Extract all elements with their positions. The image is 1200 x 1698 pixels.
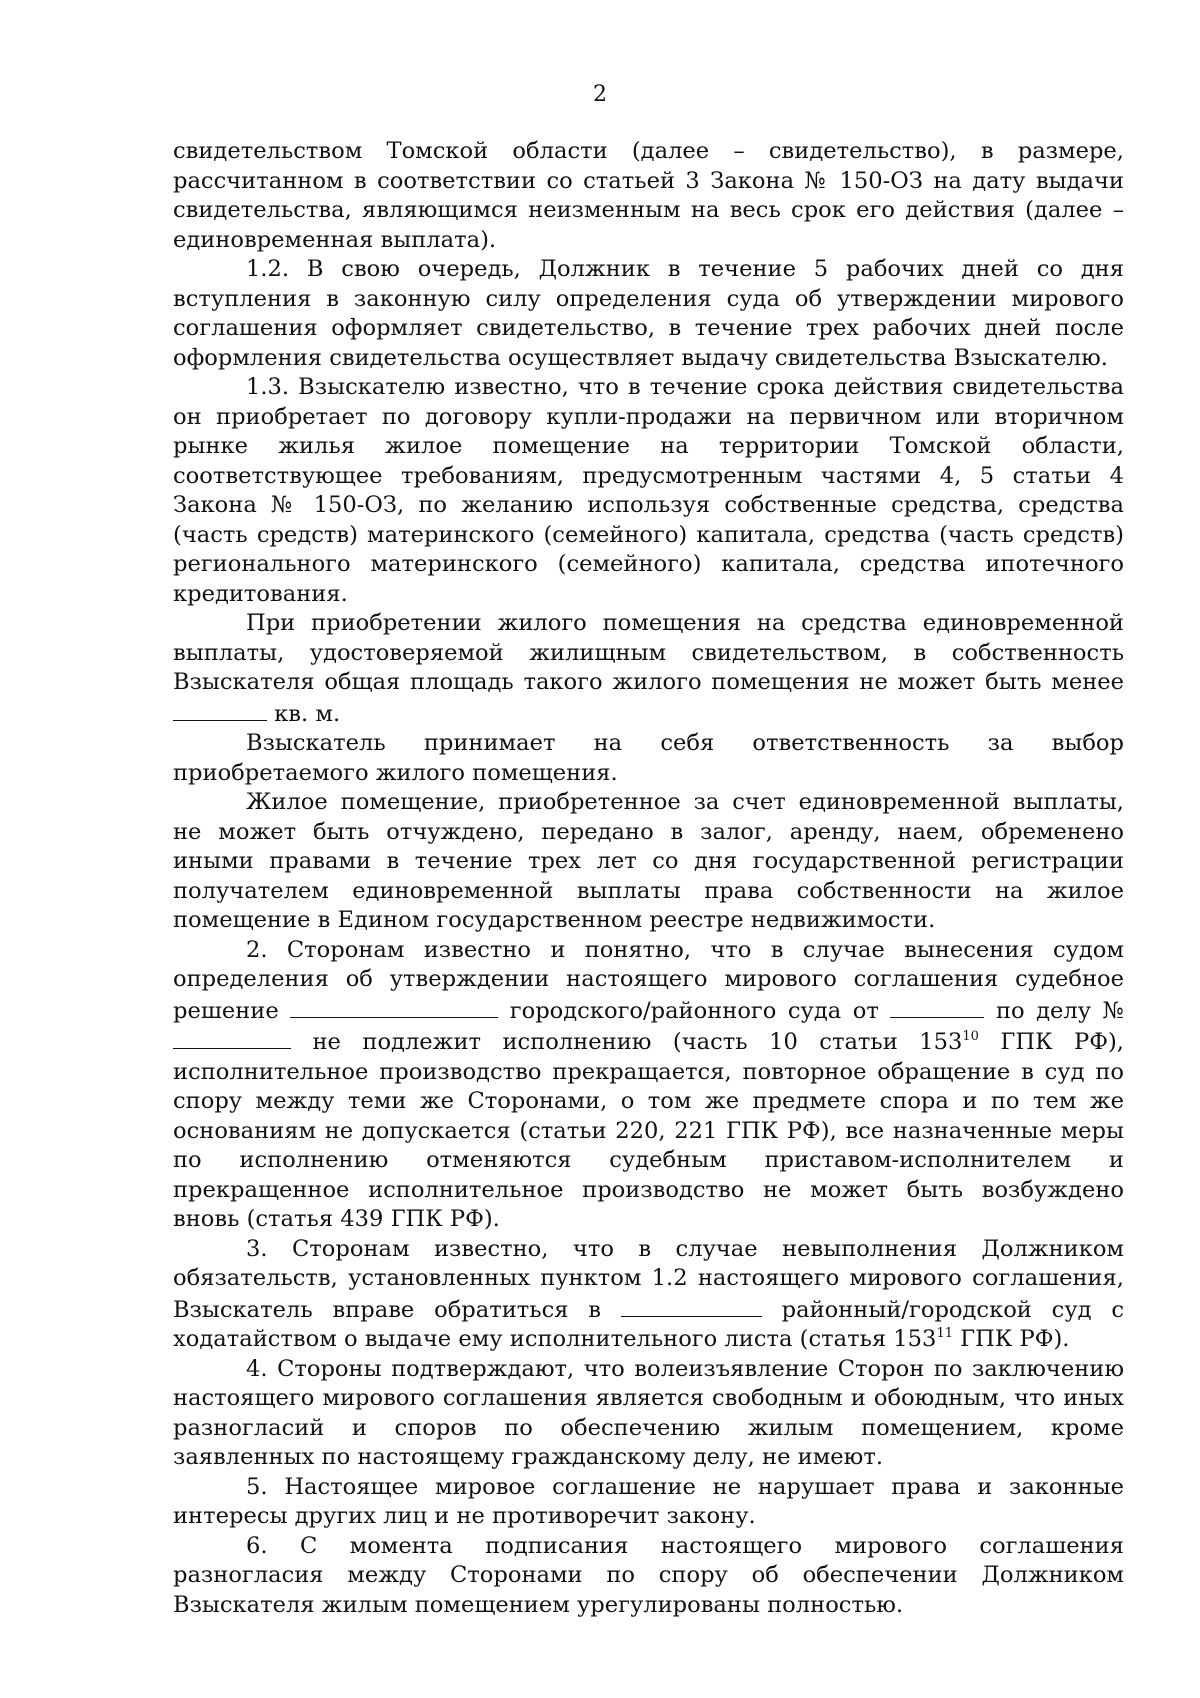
paragraph-2-text-e: ГПК РФ), исполнительное производство прекращается, повторное обращение в суд по спору между теми же Сторонами, о том же предмете спора и по тем же основаниям не допускается (статьи 220, 221 ГПК РФ), все назначенные меры по исполнению отменяются судебным приставом-исполнителем и прекращенное исполнительное производство не может быть возбуждено вновь (статья 439 ГПК РФ). — [173, 1029, 1124, 1232]
blank-decision-date — [890, 995, 984, 1018]
paragraph-2-superscript: 10 — [962, 1029, 979, 1044]
paragraph-2-text-d: не подлежит исполнению (часть 10 статьи 153 — [291, 1029, 963, 1055]
document-body — [173, 137, 1124, 1620]
paragraph-3 — [173, 1235, 1124, 1355]
paragraph-min-area-unit: кв. м. — [267, 700, 341, 727]
blank-district-court — [621, 1294, 762, 1317]
paragraph-4: 4. Стороны подтверждают, что волеизъявление Сторон по заключению настоящего мирового соглашения является свободным и обоюдным, что иных разногласий и споров по обеспечению жилым помещением, кроме заявленных по настоящему гражданскому делу, не имеют. — [173, 1355, 1124, 1470]
paragraph-3-text-a: 3. Сторонам известно, что в случае невыполнения Должником обязательств, установленных пунктом 1.2 настоящего мирового соглашения, Взыскатель вправе обратиться в — [173, 1235, 1124, 1323]
paragraph-min-area — [173, 609, 1124, 729]
blank-area-field — [173, 698, 267, 721]
paragraph-3-superscript: 11 — [936, 1326, 953, 1341]
paragraph-1-2: 1.2. В свою очередь, Должник в течение 5 рабочих дней со дня вступления в законную силу определения суда об утверждении мирового соглашения оформляет свидетельство, в течение трех рабочих дней после оформления свидетельства осуществляет выдачу свидетельства Взыскателю. — [173, 256, 1124, 371]
paragraph-responsibility: Взыскатель принимает на себя ответственность за выбор приобретаемого жилого помещения. — [173, 730, 1124, 786]
paragraph-5: 5. Настоящее мировое соглашение не нарушает права и законные интересы других лиц и не противоречит закону. — [173, 1473, 1124, 1529]
paragraph-alienation: Жилое помещение, приобретенное за счет единовременной выплаты, не может быть отчуждено, передано в залог, аренду, наем, обременено иными правами в течение трех лет со дня государственной регистрации получателем единовременной выплаты права собственности на жилое помещение в Едином государственном реестре недвижимости. — [173, 789, 1124, 933]
paragraph-1-3: 1.3. Взыскателю известно, что в течение срока действия свидетельства он приобретает по договору купли-продажи на первичном или вторичном рынке жилья жилое помещение на территории Томской области, соответствующее требованиям, предусмотренным частями 4, 5 статьи 4 Закона № 150-ОЗ, по желанию используя собственные средства, средства (часть средств) материнского (семейного) капитала, средства (часть средств) регионального материнского (семейного) капитала, средства ипотечного кредитования. — [173, 374, 1124, 607]
paragraph-2-text-b: городского/районного суда от — [498, 997, 891, 1024]
paragraph-3-text-b: районный/городской суд с ходатайством о выдаче ему исполнительного листа (статья 153 — [173, 1296, 1124, 1352]
blank-court-name — [290, 995, 498, 1018]
paragraph-6: 6. С момента подписания настоящего мирового соглашения разногласия между Сторонами по спору об обеспечении Должником Взыскателя жилым помещением урегулированы полностью. — [173, 1532, 1124, 1618]
paragraph-2 — [173, 936, 1124, 1235]
page-number: 2 — [593, 82, 607, 107]
paragraph-2-text-c: по делу № — [984, 997, 1124, 1024]
paragraph-continuation: свидетельством Томской области (далее – свидетельство), в размере, рассчитанном в соответствии со статьей 3 Закона № 150-ОЗ на дату выдачи свидетельства, являющимся неизменным на весь срок его действия (далее – единовременная выплата). — [173, 138, 1124, 253]
paragraph-min-area-text: При приобретении жилого помещения на средства единовременной выплаты, удостоверяемой жилищным свидетельством, в собственность Взыскателя общая площадь такого жилого помещения не может быть менее — [173, 610, 1124, 695]
paragraph-3-text-c: ГПК РФ). — [952, 1326, 1070, 1352]
blank-case-number — [173, 1026, 291, 1049]
paragraph-2-text-a: 2. Сторонам известно и понятно, что в случае вынесения судом определения об утверждении настоящего мирового соглашения судебное решение — [173, 936, 1124, 1024]
